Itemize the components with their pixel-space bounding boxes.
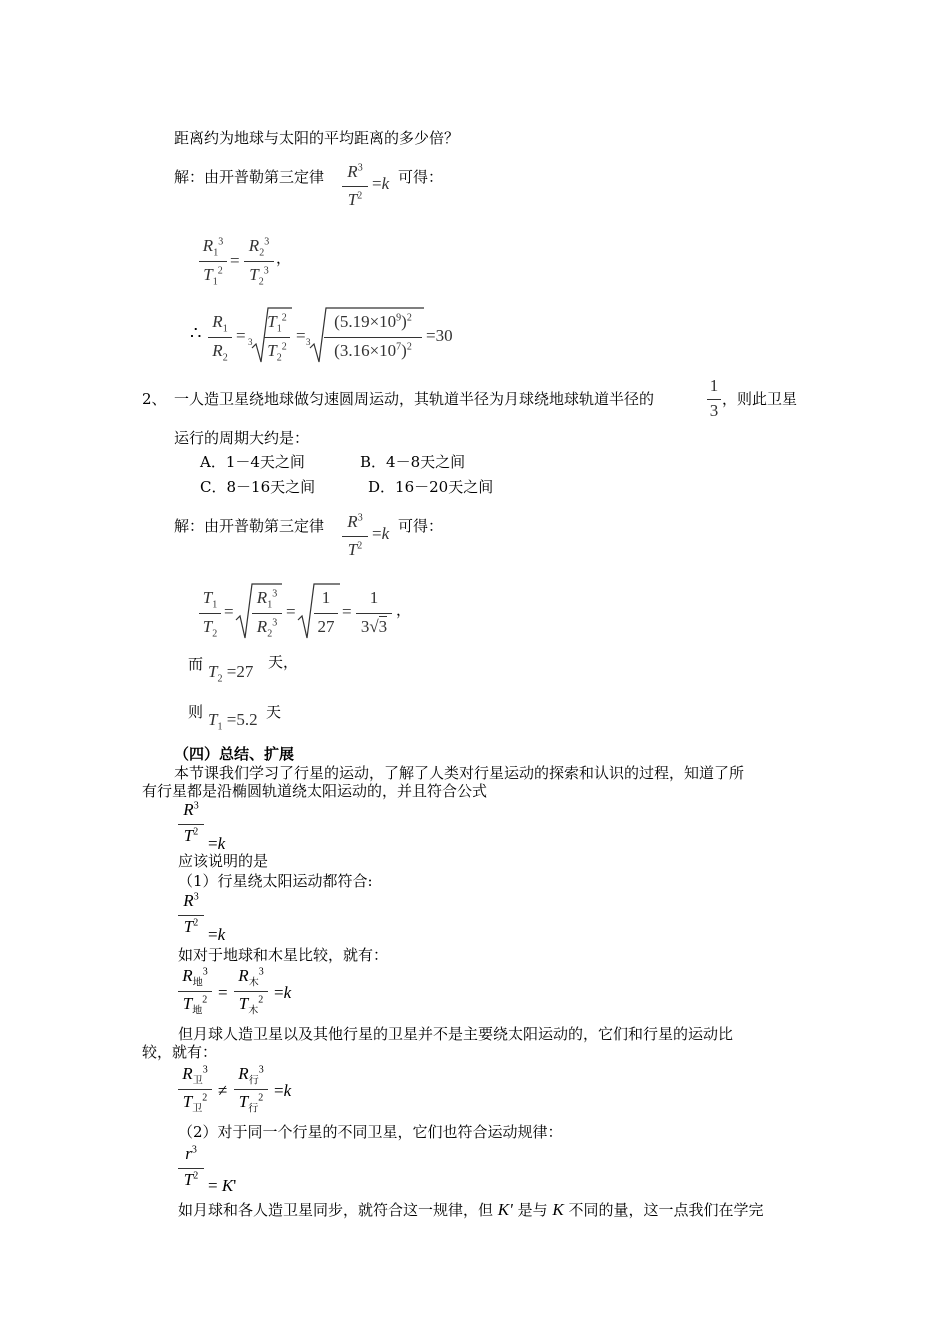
eq2-equals-2: =: [296, 326, 306, 345]
question-2-fraction: 1 3: [707, 376, 721, 424]
earth-fraction: $R_地^3$ $T_地^2$: [178, 966, 212, 1018]
option-c: C．8－16天之间: [200, 478, 316, 496]
question-continuation: 距离约为地球与太阳的平均距离的多少倍？: [174, 129, 460, 147]
kepler-law-equals-k-1: =k: [372, 174, 390, 193]
eq1-right-fraction: $R_2^3$ $T_2^3$: [244, 234, 274, 290]
last-line-part-a: 如月球和各人造卫星同步，就符合这一规律，但: [178, 1201, 494, 1219]
summary-formula-fraction: $R^3$ $T^2$: [178, 800, 204, 848]
kepler-law-fraction-2: $R^3$ $T^2$: [342, 510, 368, 562]
eq2-exponent-1: 9: [396, 312, 402, 324]
eq2-radius-ratio: $R_1$ $R_2$: [208, 310, 232, 366]
eq2-result: =30: [426, 326, 453, 345]
eq1-equals: =: [230, 251, 240, 270]
eq2-equals-1: =: [236, 326, 246, 345]
therefore-symbol: ∴: [190, 323, 202, 343]
eq5-prefix: 则: [188, 703, 204, 721]
eq3-equals-1: =: [224, 602, 234, 621]
option-a: A．1－4天之间: [200, 453, 305, 471]
option-d: D．16－20天之间: [368, 478, 494, 496]
question-2-text: 一人造卫星绕地球做匀速圆周运动，其轨道半径为月球绕地球轨道半径的: [174, 390, 655, 408]
compare-earth-jupiter: 如对于地球和木星比较，就有：: [178, 946, 389, 964]
eq3-period-ratio: $T_1$ $T_2$: [199, 586, 221, 642]
eq5-unit: 天: [266, 703, 282, 721]
summary-formula-equals-k: =k: [208, 834, 226, 853]
jupiter-fraction: $R_木^3$ $T_木^2$: [234, 966, 268, 1018]
last-line-part-b: 是与: [517, 1201, 548, 1219]
solution-1-suffix: 可得：: [398, 168, 444, 186]
eq2-mantissa-1: 5.19: [339, 312, 370, 331]
not-equal-sign: ≠: [218, 1081, 228, 1100]
summary-line-2: 有行星都是沿椭圆轨道绕太阳运动的，并且符合公式: [142, 782, 488, 800]
eq3-comma: ，: [396, 601, 412, 619]
note-intro: 应该说明的是: [178, 852, 269, 870]
point-2-formula-fraction: $r^3$ $T^2$: [178, 1144, 204, 1192]
last-line-part-c: 不同的量，这一点我们在学完: [568, 1201, 764, 1219]
eq2-mantissa-2: 3.16: [339, 341, 370, 360]
option-b: B．4－8天之间: [360, 453, 466, 471]
solution-2-suffix: 可得：: [398, 517, 444, 535]
point-2: （2）对于同一个行星的不同卫星，它们也符合运动规律：: [178, 1123, 563, 1141]
eq5-expression: $T_1 =5.2$: [208, 710, 258, 733]
point-1-formula-equals-k: =k: [208, 925, 226, 944]
point-1: （1）行星绕太阳运动都符合:: [178, 872, 373, 890]
eq3-fraction-1-over-3root3: 1 3√3: [356, 586, 392, 642]
question-2-text-end: ，则此卫星: [722, 390, 798, 408]
solution-1-prefix: 解：由开普勒第三定律: [174, 168, 325, 186]
kepler-law-fraction-1: $R^3$ $T^2$: [342, 160, 368, 212]
moon-line-1: 但月球人造卫星以及其他行星的卫星并不是主要绕太阳运动的，它们和行星的运动比: [178, 1025, 734, 1043]
svg-text:3: 3: [306, 337, 311, 347]
eq3-radius-ratio: $R_1^3$ $R_2^3$: [252, 586, 282, 642]
point-2-formula-equals-kprime: = K': [208, 1176, 237, 1195]
eq1-left-fraction: $R_1^3$ $T_1^2$: [199, 234, 227, 290]
solution-1-intro: [174, 167, 324, 187]
svg-text:3: 3: [248, 337, 253, 347]
satellite-planet-equals-k: =k: [274, 1081, 292, 1100]
eq4-prefix: 而: [188, 655, 204, 673]
eq2-exponent-2: 7: [396, 341, 402, 353]
planet-fraction: $R_行^3$ $T_行^2$: [234, 1064, 268, 1116]
eq3-equals-3: =: [342, 602, 352, 621]
question-2-number: 2、: [142, 390, 167, 408]
solution-2-prefix: 解：由开普勒第三定律: [174, 517, 325, 535]
point-1-formula-fraction: $R^3$ $T^2$: [178, 891, 204, 939]
kepler-law-equals-k-2: =k: [372, 524, 390, 543]
earth-jupiter-equals: =: [218, 983, 228, 1002]
eq3-equals-2: =: [286, 602, 296, 621]
satellite-fraction: $R_卫^3$ $T_卫^2$: [178, 1064, 212, 1116]
eq4-unit: 天，: [268, 653, 299, 671]
section-heading: （四）总结、扩展: [174, 745, 295, 763]
summary-line-1: 本节课我们学习了行星的运动，了解了人类对行星运动的探索和认识的过程，知道了所: [174, 764, 745, 782]
eq2-period-ratio: $T_1^2$ $T_2^2$: [264, 310, 290, 366]
moon-line-2: 较，就有：: [142, 1043, 218, 1061]
last-line: 如月球和各人造卫星同步，就符合这一规律，但 K' 是与 K 不同的量，这一点我们在学完: [178, 1200, 764, 1219]
eq1-comma: ，: [276, 249, 292, 267]
eq4-expression: $T_2 =27$: [208, 662, 254, 685]
eq2-numeric-ratio: $(5.19\times 10^9)^2$ $(3.16\times 10^7)^2$: [324, 310, 422, 366]
eq3-fraction-1-over-27: 1 27: [314, 586, 338, 642]
earth-jupiter-equals-k: =k: [274, 983, 292, 1002]
question-2-line-2: 运行的周期大约是：: [174, 429, 310, 447]
